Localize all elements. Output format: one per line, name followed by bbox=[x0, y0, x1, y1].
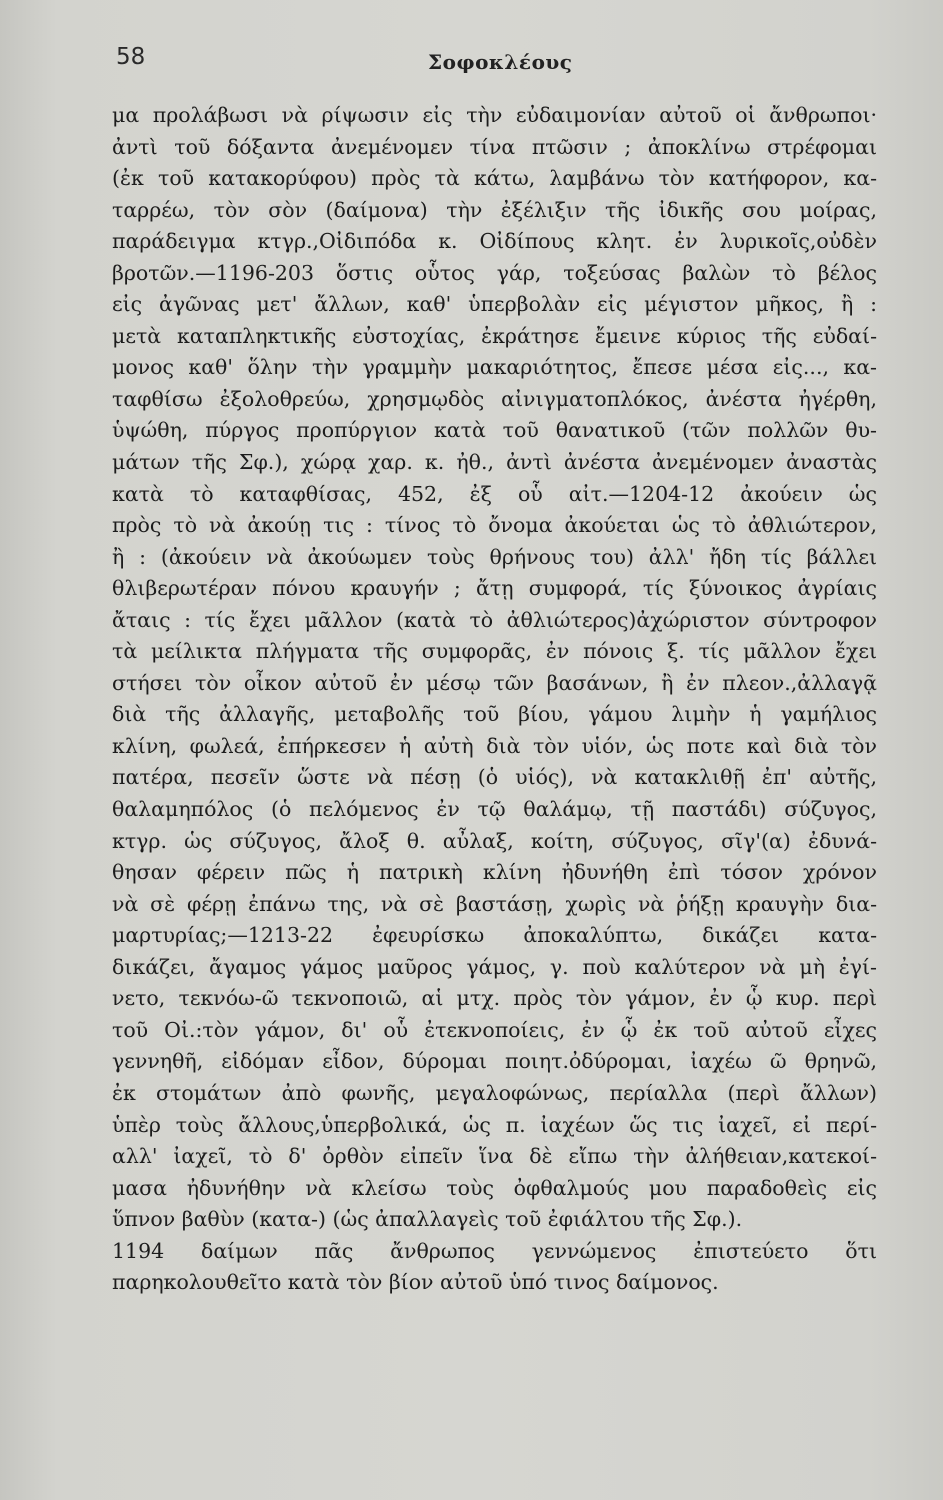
text-line: ὕπνον βαθὺν (κατα-) (ὡς ἀπαλλαγεὶς τοῦ ἐφιάλτου τῆς Σφ.). bbox=[112, 1207, 743, 1232]
text-line: μετὰ καταπληκτικῆς εὐστοχίας, ἐκράτησε ἔμεινε κύριος τῆς εὐδαί- bbox=[112, 323, 877, 348]
text-line: ἐκ στομάτων ἀπὸ φωνῆς, μεγαλοφώνως, περίαλλα (περὶ ἄλλων) bbox=[112, 1080, 877, 1105]
text-line: μαρτυρίας;—1213-22 ἐφευρίσκω ἀποκαλύπτω, δικάζει κατα- bbox=[112, 923, 877, 948]
text-line: κλίνη, φωλεά, ἐπήρκεσεν ἡ αὐτὴ διὰ τὸν υἱόν, ὡς ποτε καὶ διὰ τὸν bbox=[112, 733, 877, 758]
running-title: Σοφοκλέους bbox=[428, 50, 573, 74]
text-line: τὰ μείλικτα πλήγματα τῆς συμφορᾶς, ἐν πόνοις ξ. τίς μᾶλλον ἔχει bbox=[112, 639, 877, 664]
text-line: παράδειγμα κτγρ.,Οἰδιπόδα κ. Οἰδίπους κλητ. ἐν λυρικοῖς,οὐδὲν bbox=[112, 229, 877, 254]
text-line: πρὸς τὸ νὰ ἀκούῃ τις : τίνος τὸ ὄνομα ἀκούεται ὡς τὸ ἀθλιώτερον, bbox=[112, 513, 877, 538]
text-line: θαλαμηπόλος (ὁ πελόμενος ἐν τῷ θαλάμῳ, τῇ παστάδι) σύζυγος, bbox=[112, 797, 877, 822]
text-line: ταρρέω, τὸν σὸν (δαίμονα) τὴν ἐξέλιξιν τῆς ἰδικῆς σου μοίρας, bbox=[112, 197, 877, 222]
text-line: μονος καθ' ὅλην τὴν γραμμὴν μακαριότητος, ἔπεσε μέσα εἰς..., κα- bbox=[112, 355, 877, 380]
text-line: νὰ σὲ φέρῃ ἐπάνω της, νὰ σὲ βαστάσῃ, χωρὶς νὰ ῥήξῃ κραυγὴν δια- bbox=[112, 891, 877, 916]
text-line: ἢ : (ἀκούειν νὰ ἀκούωμεν τοὺς θρήνους του) ἀλλ' ἤδη τίς βάλλει bbox=[112, 544, 877, 569]
text-line: ὑψώθη, πύργος προπύργιον κατὰ τοῦ θανατικοῦ (τῶν πολλῶν θυ- bbox=[112, 418, 877, 443]
text-line: κατὰ τὸ καταφθίσας, 452, ἐξ οὗ αἰτ.—1204-12 ἀκούειν ὡς bbox=[112, 481, 877, 506]
text-line: αλλ' ἰαχεῖ, τὸ δ' ὀρθὸν εἰπεῖν ἵνα δὲ εἴπω τὴν ἀλήθειαν,κατεκοί- bbox=[112, 1144, 877, 1169]
text-line: βροτῶν.—1196-203 ὅστις οὗτος γάρ, τοξεύσας βαλὼν τὸ βέλος bbox=[112, 260, 877, 285]
text-line: (ἐκ τοῦ κατακορύφου) πρὸς τὰ κάτω, λαμβάνω τὸν κατήφορον, κα- bbox=[112, 166, 877, 191]
text-line: γεννηθῆ, εἰδόμαν εἶδον, δύρομαι ποιητ.ὀδύρομαι, ἰαχέω ῶ θρηνῶ, bbox=[112, 1049, 877, 1074]
text-line: εἰς ἀγῶνας μετ' ἄλλων, καθ' ὑπερβολὰν εἰς μέγιστον μῆκος, ἢ : bbox=[112, 292, 877, 317]
text-line: θλιβερωτέραν πόνου κραυγήν ; ἄτῃ συμφορά, τίς ξύνοικος ἀγρίαις bbox=[112, 576, 877, 601]
text-line: στήσει τὸν οἶκον αὐτοῦ ἐν μέσῳ τῶν βασάνων, ἢ ἐν πλεον.,ἀλλαγᾷ bbox=[112, 670, 877, 695]
text-line: μα προλάβωσι νὰ ρίψωσιν εἰς τὴν εὐδαιμονίαν αὐτοῦ οἱ ἄνθρωποι· bbox=[112, 103, 877, 127]
page-number: 58 bbox=[116, 44, 146, 70]
text-line: δικάζει, ἄγαμος γάμος μαῦρος γάμος, γ. ποὺ καλύτερον νὰ μὴ ἐγί- bbox=[112, 954, 877, 979]
text-line: ὑπὲρ τοὺς ἄλλους,ὑπερβολικά, ὡς π. ἰαχέων ὥς τις ἰαχεῖ, εἰ περί- bbox=[112, 1112, 877, 1137]
text-line: διὰ τῆς ἀλλαγῆς, μεταβολῆς τοῦ βίου, γάμου λιμὴν ἡ γαμήλιος bbox=[112, 702, 877, 727]
text-line: ἄταις : τίς ἔχει μᾶλλον (κατὰ τὸ ἀθλιώτερος)ἀχώριστον σύντροφον bbox=[112, 607, 877, 632]
text-line: τοῦ Οἰ.:τὸν γάμον, δι' οὗ ἐτεκνοποίεις, ἐν ᾧ ἐκ τοῦ αὐτοῦ εἶχες bbox=[112, 1017, 877, 1042]
text-line: ταφθίσω ἐξολοθρεύω, χρησμῳδὸς αἰνιγματοπλόκος, ἀνέστα ἠγέρθη, bbox=[112, 386, 877, 411]
text-line: κτγρ. ὡς σύζυγος, ἄλοξ θ. αὖλαξ, κοίτη, σύζυγος, σῖγ'(α) ἐδυνά- bbox=[112, 828, 877, 853]
text-line: πατέρα, πεσεῖν ὥστε νὰ πέσῃ (ὁ υἱός), νὰ κατακλιθῇ ἐπ' αὐτῆς, bbox=[112, 765, 877, 790]
text-line: θησαν φέρειν πῶς ἡ πατρικὴ κλίνη ἠδυνήθη ἐπὶ τόσον χρόνον bbox=[112, 860, 877, 885]
text-line: μάτων τῆς Σφ.), χώρᾳ χαρ. κ. ἠθ., ἀντὶ ἀνέστα ἀνεμένομεν ἀναστὰς bbox=[112, 450, 877, 475]
text-line: ἀντὶ τοῦ δόξαντα ἀνεμένομεν τίνα πτῶσιν ; ἀποκλίνω στρέφομαι bbox=[112, 134, 877, 159]
text-line: 1194 δαίμων πᾶς ἄνθρωπος γεννώμενος ἐπιστεύετο ὅτι bbox=[112, 1238, 877, 1263]
text-line: νετο, τεκνόω-ῶ τεκνοποιῶ, αἱ μτχ. πρὸς τὸν γάμον, ἐν ᾧ κυρ. περὶ bbox=[112, 986, 877, 1011]
commentary-text bbox=[112, 100, 877, 1299]
text-line: μασα ἠδυνήθην νὰ κλείσω τοὺς ὀφθαλμούς μου παραδοθεὶς εἰς bbox=[112, 1175, 877, 1200]
text-line: παρηκολουθεῖτο κατὰ τὸν βίον αὐτοῦ ὑπό τινος δαίμονος. bbox=[112, 1270, 719, 1295]
page-header bbox=[116, 44, 873, 84]
